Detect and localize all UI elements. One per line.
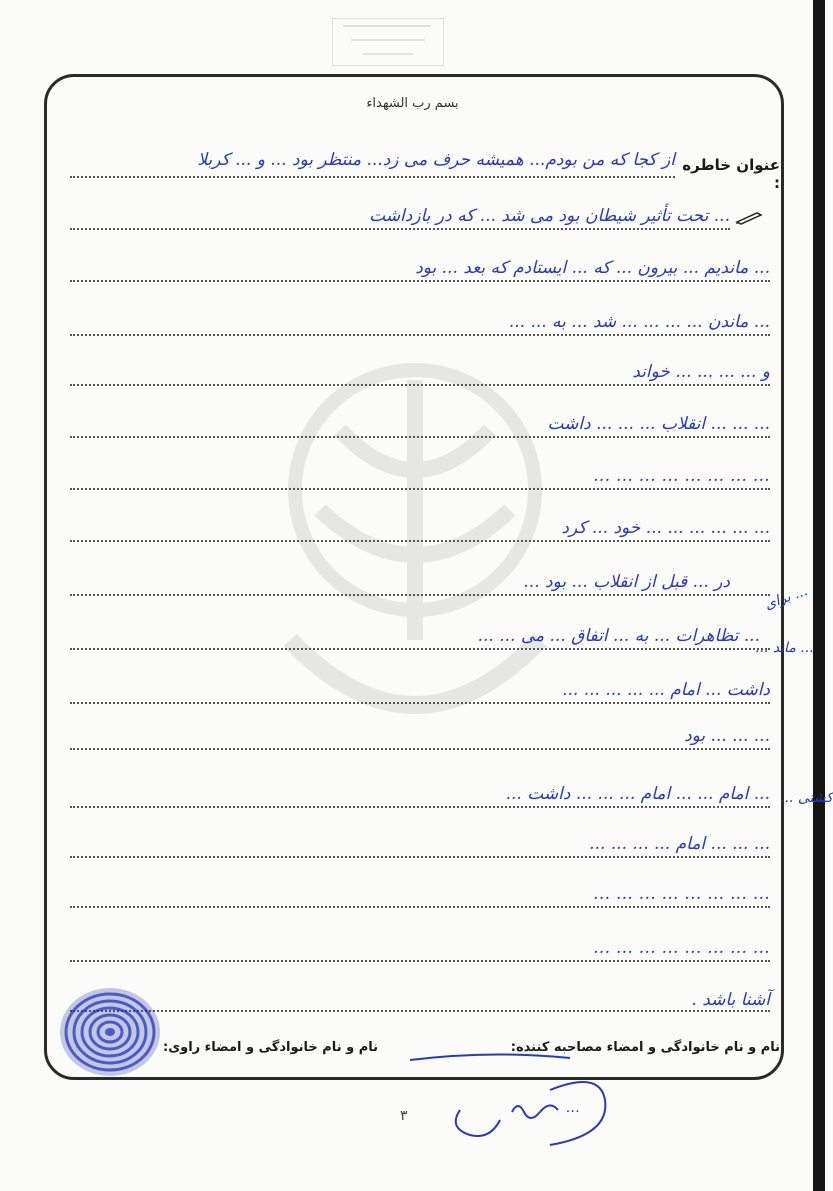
margin-note: ... کشتی [780, 790, 833, 806]
dotted-line [70, 334, 770, 336]
margin-note: ... ماند ... [755, 640, 814, 656]
archive-stamp [332, 18, 444, 66]
memory-line: در ... قبل از انقلاب ... بود ... [523, 572, 730, 592]
dotted-line [70, 176, 675, 178]
page-header: بسم رب الشهداء [366, 96, 459, 111]
dotted-line [70, 280, 770, 282]
dotted-line [70, 540, 770, 542]
pen-icon [735, 210, 763, 224]
page-number: ٣ [400, 1108, 408, 1124]
dotted-line [70, 856, 770, 858]
dotted-line [70, 748, 770, 750]
interviewer-signature-label: نام و نام خانوادگی و امضاء مصاحبه کننده: [510, 1040, 780, 1055]
scan-edge [813, 0, 825, 1191]
fingerprint-icon [56, 982, 164, 1080]
dotted-line [70, 906, 770, 908]
dotted-line [70, 960, 770, 962]
memory-line: ... ... ... ... ... ... خود ... کرد [561, 518, 770, 538]
dotted-line [70, 594, 770, 596]
dotted-line [70, 228, 730, 230]
memory-line: ... ... ... امام ... ... ... ... [589, 834, 770, 854]
logo-watermark-icon [250, 340, 580, 770]
narrator-signature-label: نام و نام خانوادگی و امضاء راوی: [163, 1040, 378, 1055]
dotted-line [70, 488, 770, 490]
margin-note: برای ... [762, 582, 810, 614]
dotted-line [70, 1010, 770, 1012]
memory-line: ... ... ... ... ... ... ... ... [593, 466, 770, 486]
dotted-line [70, 702, 770, 704]
memory-line: ... تظاهرات ... به ... اتفاق ... می ... ... [477, 626, 760, 646]
dotted-line [70, 384, 770, 386]
dotted-line [70, 648, 770, 650]
memory-line: و ... ... ... ... خواند [632, 362, 770, 382]
memory-line: ... تحت تأثیر شیطان بود می شد ... که در بازداشت [369, 206, 730, 226]
dotted-line [70, 436, 770, 438]
memory-line: آشنا باشد . [691, 990, 770, 1010]
memory-line: ... ماندیم ... بیرون ... که ... ایستادم که بعد ... بود [415, 258, 770, 278]
memory-line: ... ... ... انقلاب ... ... ... داشت [547, 414, 770, 434]
memory-line: ... ماندن ... ... ... ... شد ... به ... ... [508, 312, 770, 332]
memory-title-label: عنوان خاطره : [682, 156, 780, 192]
signature-text: ... [565, 1100, 580, 1116]
memory-line: ... ... ... ... ... ... ... ... [593, 884, 770, 904]
memory-line: ... ... ... بود [684, 726, 770, 746]
dotted-line [70, 806, 770, 808]
memory-line: داشت ... امام ... ... ... ... ... [562, 680, 770, 700]
signature-icon [400, 1040, 640, 1150]
memory-line: ... ... ... ... ... ... ... ... [593, 938, 770, 958]
memory-line: ... امام ... ... امام ... ... ... داشت ... [505, 784, 770, 804]
memory-title-text: از کجا که من بودم... همیشه حرف می زد... منتظر بود ... و ... کربلا [197, 150, 675, 170]
